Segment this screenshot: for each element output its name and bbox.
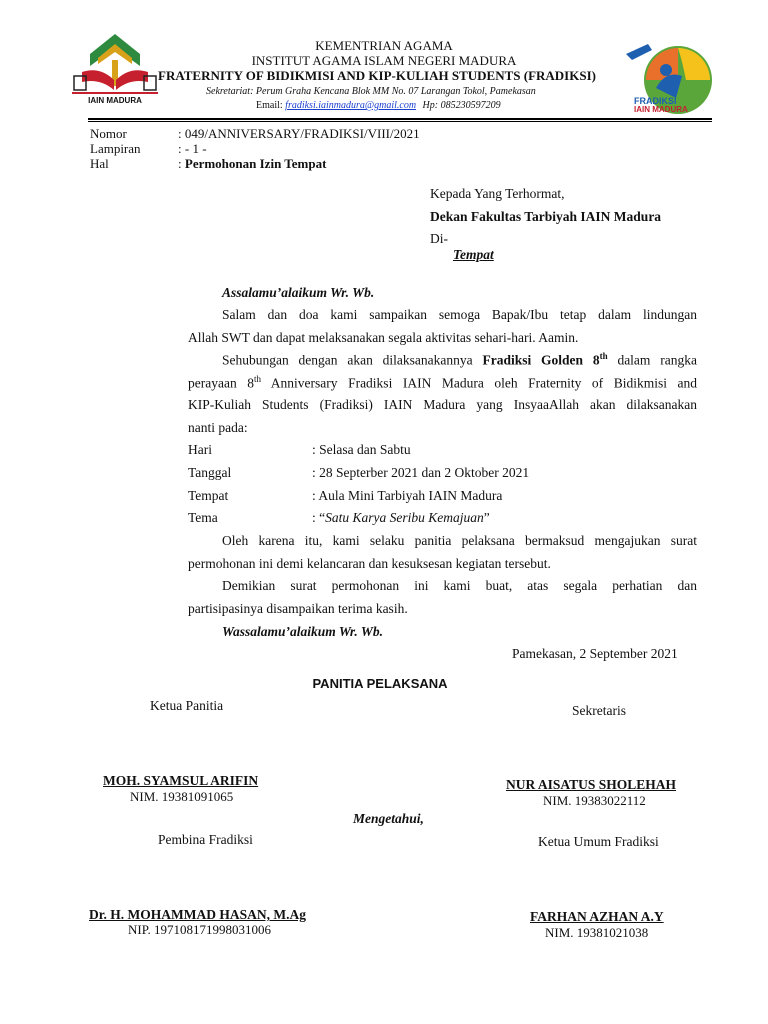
p2a-sup: th: [599, 351, 608, 361]
place-date: Pamekasan, 2 September 2021: [512, 646, 678, 661]
tema-text: Satu Karya Seribu Kemajuan: [325, 510, 484, 525]
closing-salam: Wassalamu’alaikum Wr. Wb.: [222, 624, 384, 639]
recipient-line-2: Dekan Fakultas Tarbiyah IAIN Madura: [430, 209, 662, 224]
ketum-nim: NIM. 19381021038: [545, 925, 649, 940]
recipient-line-3: Di-: [430, 231, 448, 246]
header-rule-thin: [88, 121, 712, 122]
pembina-name: Dr. H. MOHAMMAD HASAN, M.Ag: [89, 907, 306, 922]
p2b-pre: perayaan 8: [188, 375, 254, 391]
paragraph-2-line-3: KIP-Kuliah Students (Fradiksi) IAIN Madura yang InsyaaAllah akan dilaksanakan: [188, 397, 697, 412]
lampiran-label: Lampiran: [90, 141, 141, 156]
p2b-sup: th: [254, 374, 262, 384]
header-rule-thick: [88, 118, 712, 120]
paragraph-3-line-1: Oleh karena itu, kami selaku panitia pelaksana bermaksud mengajukan surat: [222, 533, 697, 548]
phone-number: Hp: 085230597209: [422, 100, 501, 111]
paragraph-1-line-2: Allah SWT dan dapat melaksanakan segala aktivitas sehari-hari. Aamin.: [188, 330, 579, 345]
ketua-title: Ketua Panitia: [150, 698, 224, 713]
mengetahui: Mengetahui,: [353, 811, 424, 826]
iain-logo-text: IAIN MADURA: [88, 96, 142, 105]
paragraph-2-line-1: [222, 351, 697, 369]
detail-value-tanggal: : 28 Septerber 2021 dan 2 Oktober 2021: [312, 465, 530, 480]
detail-value-tema: [312, 510, 490, 526]
paragraph-4-line-1: Demikian surat permohonan ini kami buat, atas segala perhatian dan: [222, 578, 697, 593]
paragraph-2-line-4: nanti pada:: [188, 420, 248, 435]
fradiksi-logo-text-2: IAIN MADURA: [634, 105, 688, 114]
sekretaris-name: NUR AISATUS SHOLEHAH: [506, 777, 677, 792]
sekretaris-title: Sekretaris: [572, 703, 626, 718]
hal-label: Hal: [90, 156, 109, 171]
p2a-post: dalam rangka: [607, 352, 697, 368]
recipient-line-4: Tempat: [453, 247, 494, 262]
ketum-title: Ketua Umum Fradiksi: [538, 834, 659, 849]
detail-label-hari: Hari: [188, 442, 212, 457]
detail-label-tema: Tema: [188, 510, 218, 525]
email-link[interactable]: fradiksi.iainmadura@gmail.com: [285, 100, 417, 111]
kop-line-3: FRATERNITY OF BIDIKMISI AND KIP-KULIAH STUDENTS (FRADIKSI): [158, 68, 596, 83]
paragraph-3-line-2: permohonan ini demi kelancaran dan kesuksesan kegiatan tersebut.: [188, 556, 551, 571]
panitia-heading: PANITIA PELAKSANA: [312, 676, 448, 691]
salam: Assalamu’alaikum Wr. Wb.: [222, 285, 375, 300]
hal-colon: :: [178, 156, 185, 171]
sekretaris-nim: NIM. 19383022112: [543, 793, 646, 808]
recipient-line-1: Kepada Yang Terhormat,: [430, 186, 565, 201]
kop-line-2: INSTITUT AGAMA ISLAM NEGERI MADURA: [251, 53, 517, 68]
hal-row: [178, 156, 326, 172]
kop-sekretariat: Sekretariat: Perum Graha Kencana Blok MM No. 07 Larangan Tokol, Pamekasan: [206, 86, 536, 97]
nomor-label: Nomor: [90, 126, 127, 141]
kop-contact: [256, 100, 501, 111]
pembina-title: Pembina Fradiksi: [158, 832, 253, 847]
p2a-pre: Sehubungan dengan akan dilaksanakannya: [222, 352, 483, 368]
hal-value: Permohonan Izin Tempat: [184, 156, 327, 171]
detail-label-tanggal: Tanggal: [188, 465, 232, 480]
ketum-name: FARHAN AZHAN A.Y: [530, 909, 664, 924]
detail-value-hari: : Selasa dan Sabtu: [312, 442, 411, 457]
paragraph-2-line-2: [188, 374, 697, 392]
ketua-nim: NIM. 19381091065: [130, 789, 234, 804]
p2b-post: Anniversary Fradiksi IAIN Madura oleh Fraternity of Bidikmisi and: [261, 375, 697, 391]
p2a-bold: Fradiksi Golden 8: [482, 352, 600, 368]
kop-line-1: KEMENTRIAN AGAMA: [315, 38, 453, 53]
ketua-name: MOH. SYAMSUL ARIFIN: [103, 773, 259, 788]
pembina-nip: NIP. 197108171998031006: [128, 922, 272, 937]
tema-close: ”: [483, 510, 490, 525]
paragraph-4-line-2: partisipasinya disampaikan terima kasih.: [188, 601, 408, 616]
detail-label-tempat: Tempat: [188, 488, 229, 503]
tema-open: : “: [312, 510, 326, 525]
nomor-value: : 049/ANNIVERSARY/FRADIKSI/VIII/2021: [178, 126, 420, 141]
email-label: Email:: [256, 100, 283, 111]
detail-value-tempat: : Aula Mini Tarbiyah IAIN Madura: [312, 488, 503, 503]
fradiksi-logo-text-1: FRADIKSI: [634, 96, 677, 106]
paragraph-1-line-1: Salam dan doa kami sampaikan semoga Bapak/Ibu tetap dalam lindungan: [222, 307, 697, 322]
lampiran-value: : - 1 -: [178, 141, 207, 156]
